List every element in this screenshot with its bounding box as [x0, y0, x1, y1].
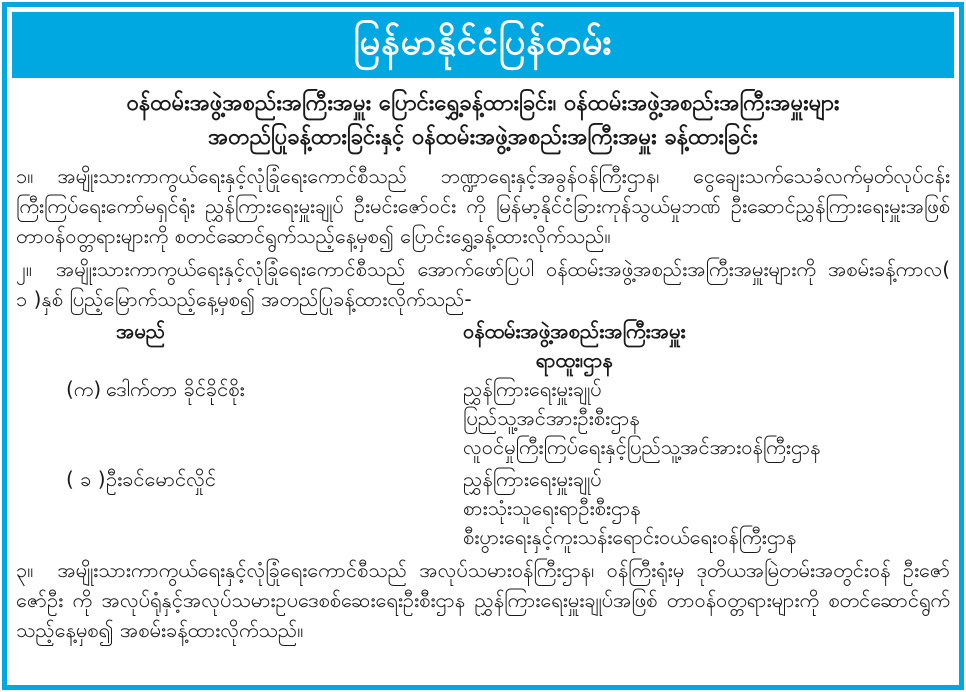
paragraph-1-text: အမျိုးသားကာကွယ်ရေးနှင့်လုံခြုံရေးကောင်စီသည် ဘဏ္ဍာရေးနှင့်အခွန်ဝန်ကြီးဌာန၊ ငွေချေးသက်သေခံလက်မှတ်လုပ်ငန်းကြီးကြပ်ရေးကော်မရှင်ရုံး ညွှန်ကြားရေးမှူးချုပ် ဦးမင်းဇော်ဝင်း ကို မြန်မာ့နိုင်ငံခြားကုန်သွယ်မှုဘဏ် ဦးဆောင်ညွှန်ကြားရေးမှူးအဖြစ် တာဝန်ဝတ္တရားများကို စတင်ဆောင်ရွက်သည့်နေ့မှစ၍ ပြောင်းရွှေ့ခန့်ထားလိုက်သည်။ [16, 164, 950, 248]
appointee-name: ဦးခင်မောင်လှိုင် [106, 467, 216, 491]
appointment-table-header [16, 317, 950, 375]
paragraph-1 [16, 161, 950, 251]
subject-line-1: ဝန်ထမ်းအဖွဲ့အစည်းအကြီးအမှူး ပြောင်းရွှေ့ခန့်ထားခြင်း၊ ဝန်ထမ်းအဖွဲ့အစည်းအကြီးအမှူးများ [126, 91, 840, 116]
notice-subject-heading [16, 87, 950, 155]
paragraph-2 [16, 254, 950, 314]
position-line: ပြည်သူ့အင်အားဦးစီးဌာန [463, 406, 640, 430]
appointee-name: ဒေါက်တာ ခိုင်ခိုင်စိုး [106, 377, 245, 401]
gazette-title: မြန်မာနိုင်ငံပြန်တမ်း [353, 22, 613, 63]
position-line: လူဝင်မှုကြီးကြပ်ရေးနှင့်ပြည်သူ့အင်အားဝန်ကြီးဌာန [463, 435, 821, 459]
paragraph-2-number: ၂။ [16, 257, 32, 281]
paragraph-1-number: ၁။ [16, 164, 34, 188]
row-gutter [16, 465, 66, 552]
row-gutter [16, 375, 66, 462]
paragraph-3 [16, 555, 950, 645]
gazette-content [7, 87, 959, 645]
gazette-page [2, 2, 964, 690]
position-line: စားသုံးသူရေးရာဦးစီးဌာန [463, 496, 641, 520]
column-header-position [463, 317, 685, 375]
appointment-table [16, 317, 950, 552]
column-header-position-line-1: ဝန်ထမ်းအဖွဲ့အစည်းအကြီးအမှူး [463, 319, 686, 343]
table-row [16, 465, 950, 552]
column-header-position-line-2: ရာထူး၊ဌာန [535, 348, 613, 372]
gazette-banner [12, 12, 954, 78]
position-line: စီးပွားရေးနှင့်ကူးသန်းရောင်းဝယ်ရေးဝန်ကြီးဌာန [463, 525, 797, 549]
paragraph-3-text: အမျိုးသားကာကွယ်ရေးနှင့်လုံခြုံရေးကောင်စီသည် အလုပ်သမားဝန်ကြီးဌာန၊ ဝန်ကြီးရုံးမှ ဒုတိယအမြဲတမ်းအတွင်းဝန် ဦးဇော်ဇော်ဦး ကို အလုပ်ရုံနှင့်အလုပ်သမားဥပဒေစစ်ဆေးရေးဦးစီးဌာန ညွှန်ကြားရေးမှူးချုပ်အဖြစ် တာဝန်ဝတ္တရားများကို စတင်ဆောင်ရွက်သည့်နေ့မှစ၍ အစမ်းခန့်ထားလိုက်သည်။ [16, 558, 950, 642]
position-line: ညွှန်ကြားရေးမှူးချုပ် [463, 377, 602, 401]
position-line: ညွှန်ကြားရေးမှူးချုပ် [463, 467, 602, 491]
appointee-position [463, 375, 950, 462]
table-row [16, 375, 950, 462]
subject-line-2: အတည်ပြုခန့်ထားခြင်းနှင့် ဝန်ထမ်းအဖွဲ့အစည်းအကြီးအမှူး ခန့်ထားခြင်း [208, 125, 758, 150]
column-header-name: အမည် [116, 319, 166, 343]
row-label: ( ခ ) [66, 467, 106, 491]
paragraph-3-number: ၃။ [16, 558, 34, 582]
row-label: (က) [66, 377, 102, 401]
paragraph-2-text: အမျိုးသားကာကွယ်ရေးနှင့်လုံခြုံရေးကောင်စီသည် အောက်ဖော်ပြပါ ဝန်ထမ်းအဖွဲ့အစည်းအကြီးအမှူးများကို အစမ်းခန့်ကာလ( ၁ )နှစ် ပြည့်မြောက်သည့်နေ့မှစ၍ အတည်ပြုခန့်ထားလိုက်သည်- [16, 257, 950, 311]
appointee-position [463, 465, 950, 552]
